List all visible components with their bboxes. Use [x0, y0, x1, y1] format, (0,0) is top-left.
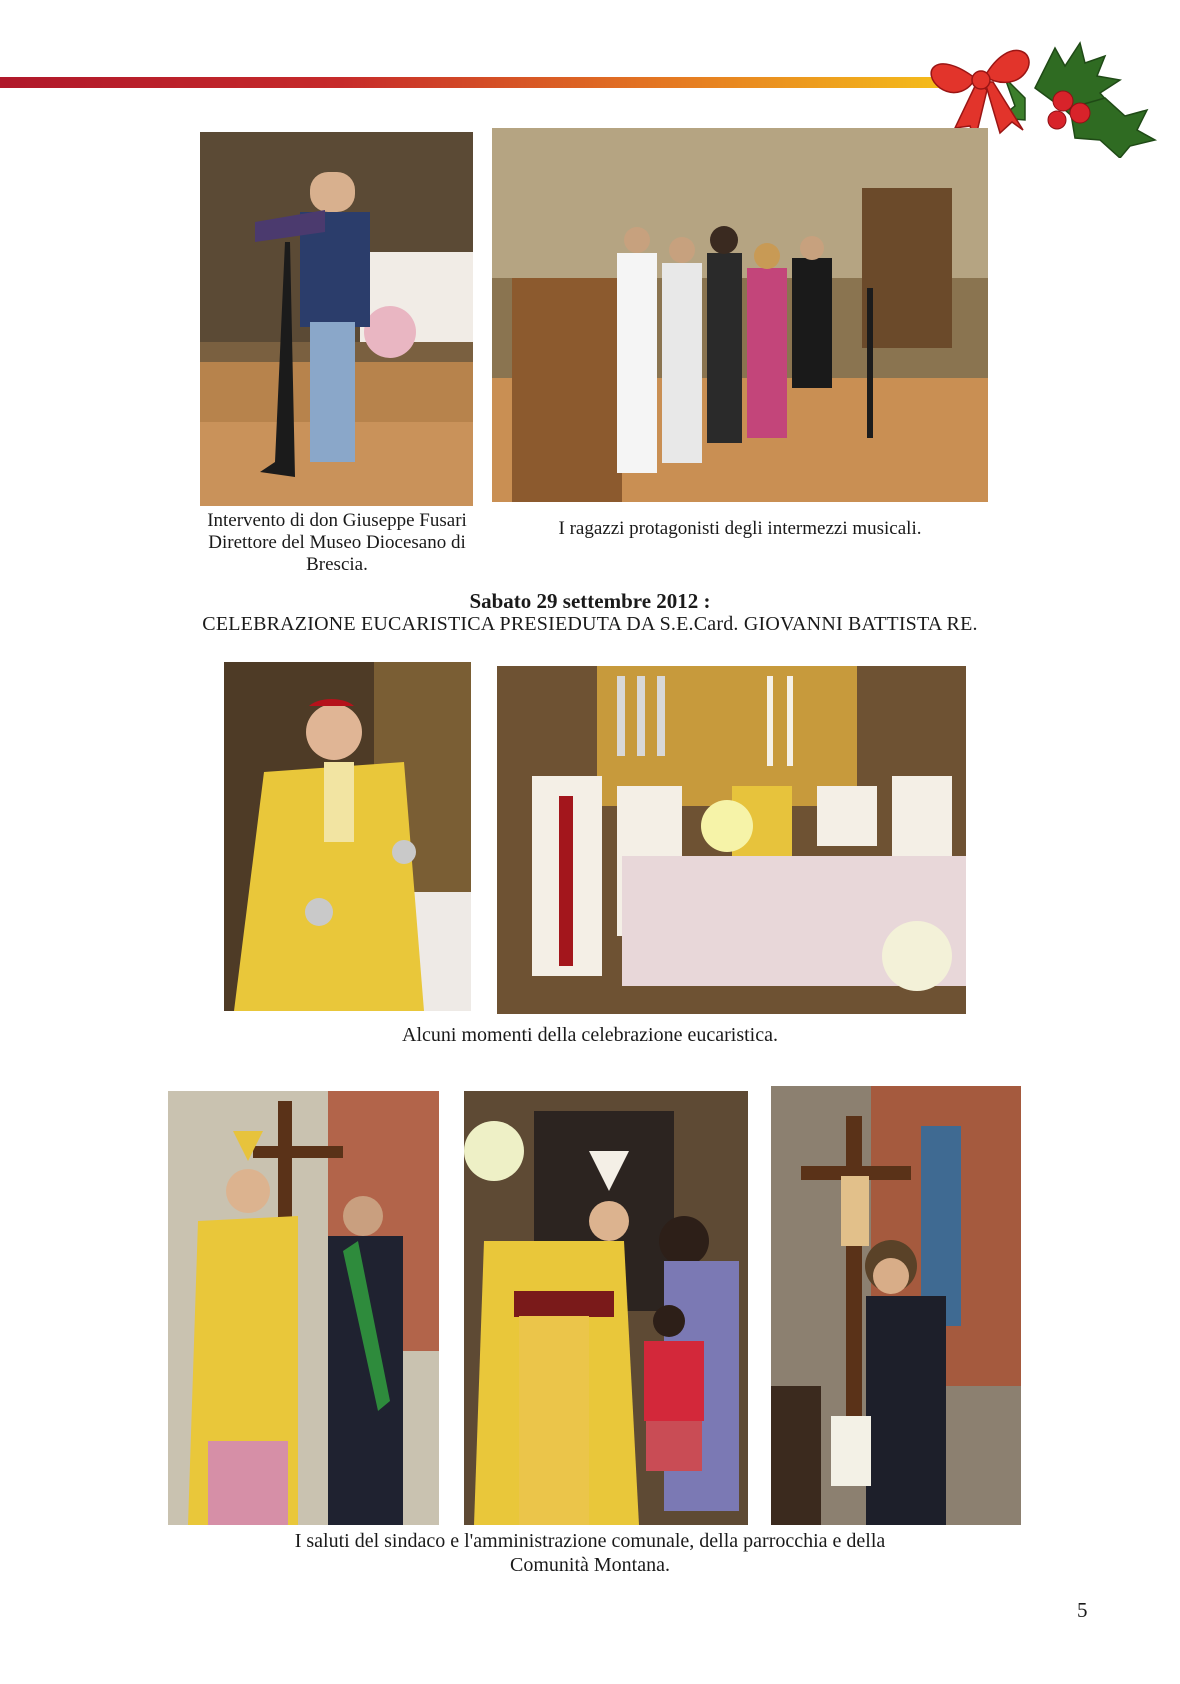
photo-cardinal-blessing-child	[464, 1091, 748, 1525]
caption-greetings-line2: Comunità Montana.	[510, 1554, 670, 1576]
photo-speaker-lectern	[200, 132, 473, 506]
caption-musicians: I ragazzi protagonisti degli intermezzi musicali.	[558, 518, 922, 539]
photo-cardinal-incense	[224, 662, 471, 1011]
photo-cardinal-mayor	[168, 1091, 439, 1525]
page-number: 5	[1077, 1598, 1088, 1622]
photo-speaker-microphone	[771, 1086, 1021, 1525]
caption-greetings-line1: I saluti del sindaco e l'amministrazione comunale, della parrocchia e della	[294, 1530, 886, 1552]
section-date: Sabato 29 settembre 2012 :	[469, 589, 711, 613]
header-gradient-band	[0, 77, 965, 88]
caption-celebration: Alcuni momenti della celebrazione eucaristica.	[402, 1024, 778, 1046]
photo-young-musicians	[492, 128, 988, 502]
photo-altar-celebration	[497, 666, 966, 1014]
section-title: CELEBRAZIONE EUCARISTICA PRESIEDUTA DA S.E.Card. GIOVANNI BATTISTA RE.	[202, 613, 978, 635]
caption-speaker: Intervento di don Giuseppe Fusari Direttore del Museo Diocesano di Brescia.	[207, 510, 467, 575]
